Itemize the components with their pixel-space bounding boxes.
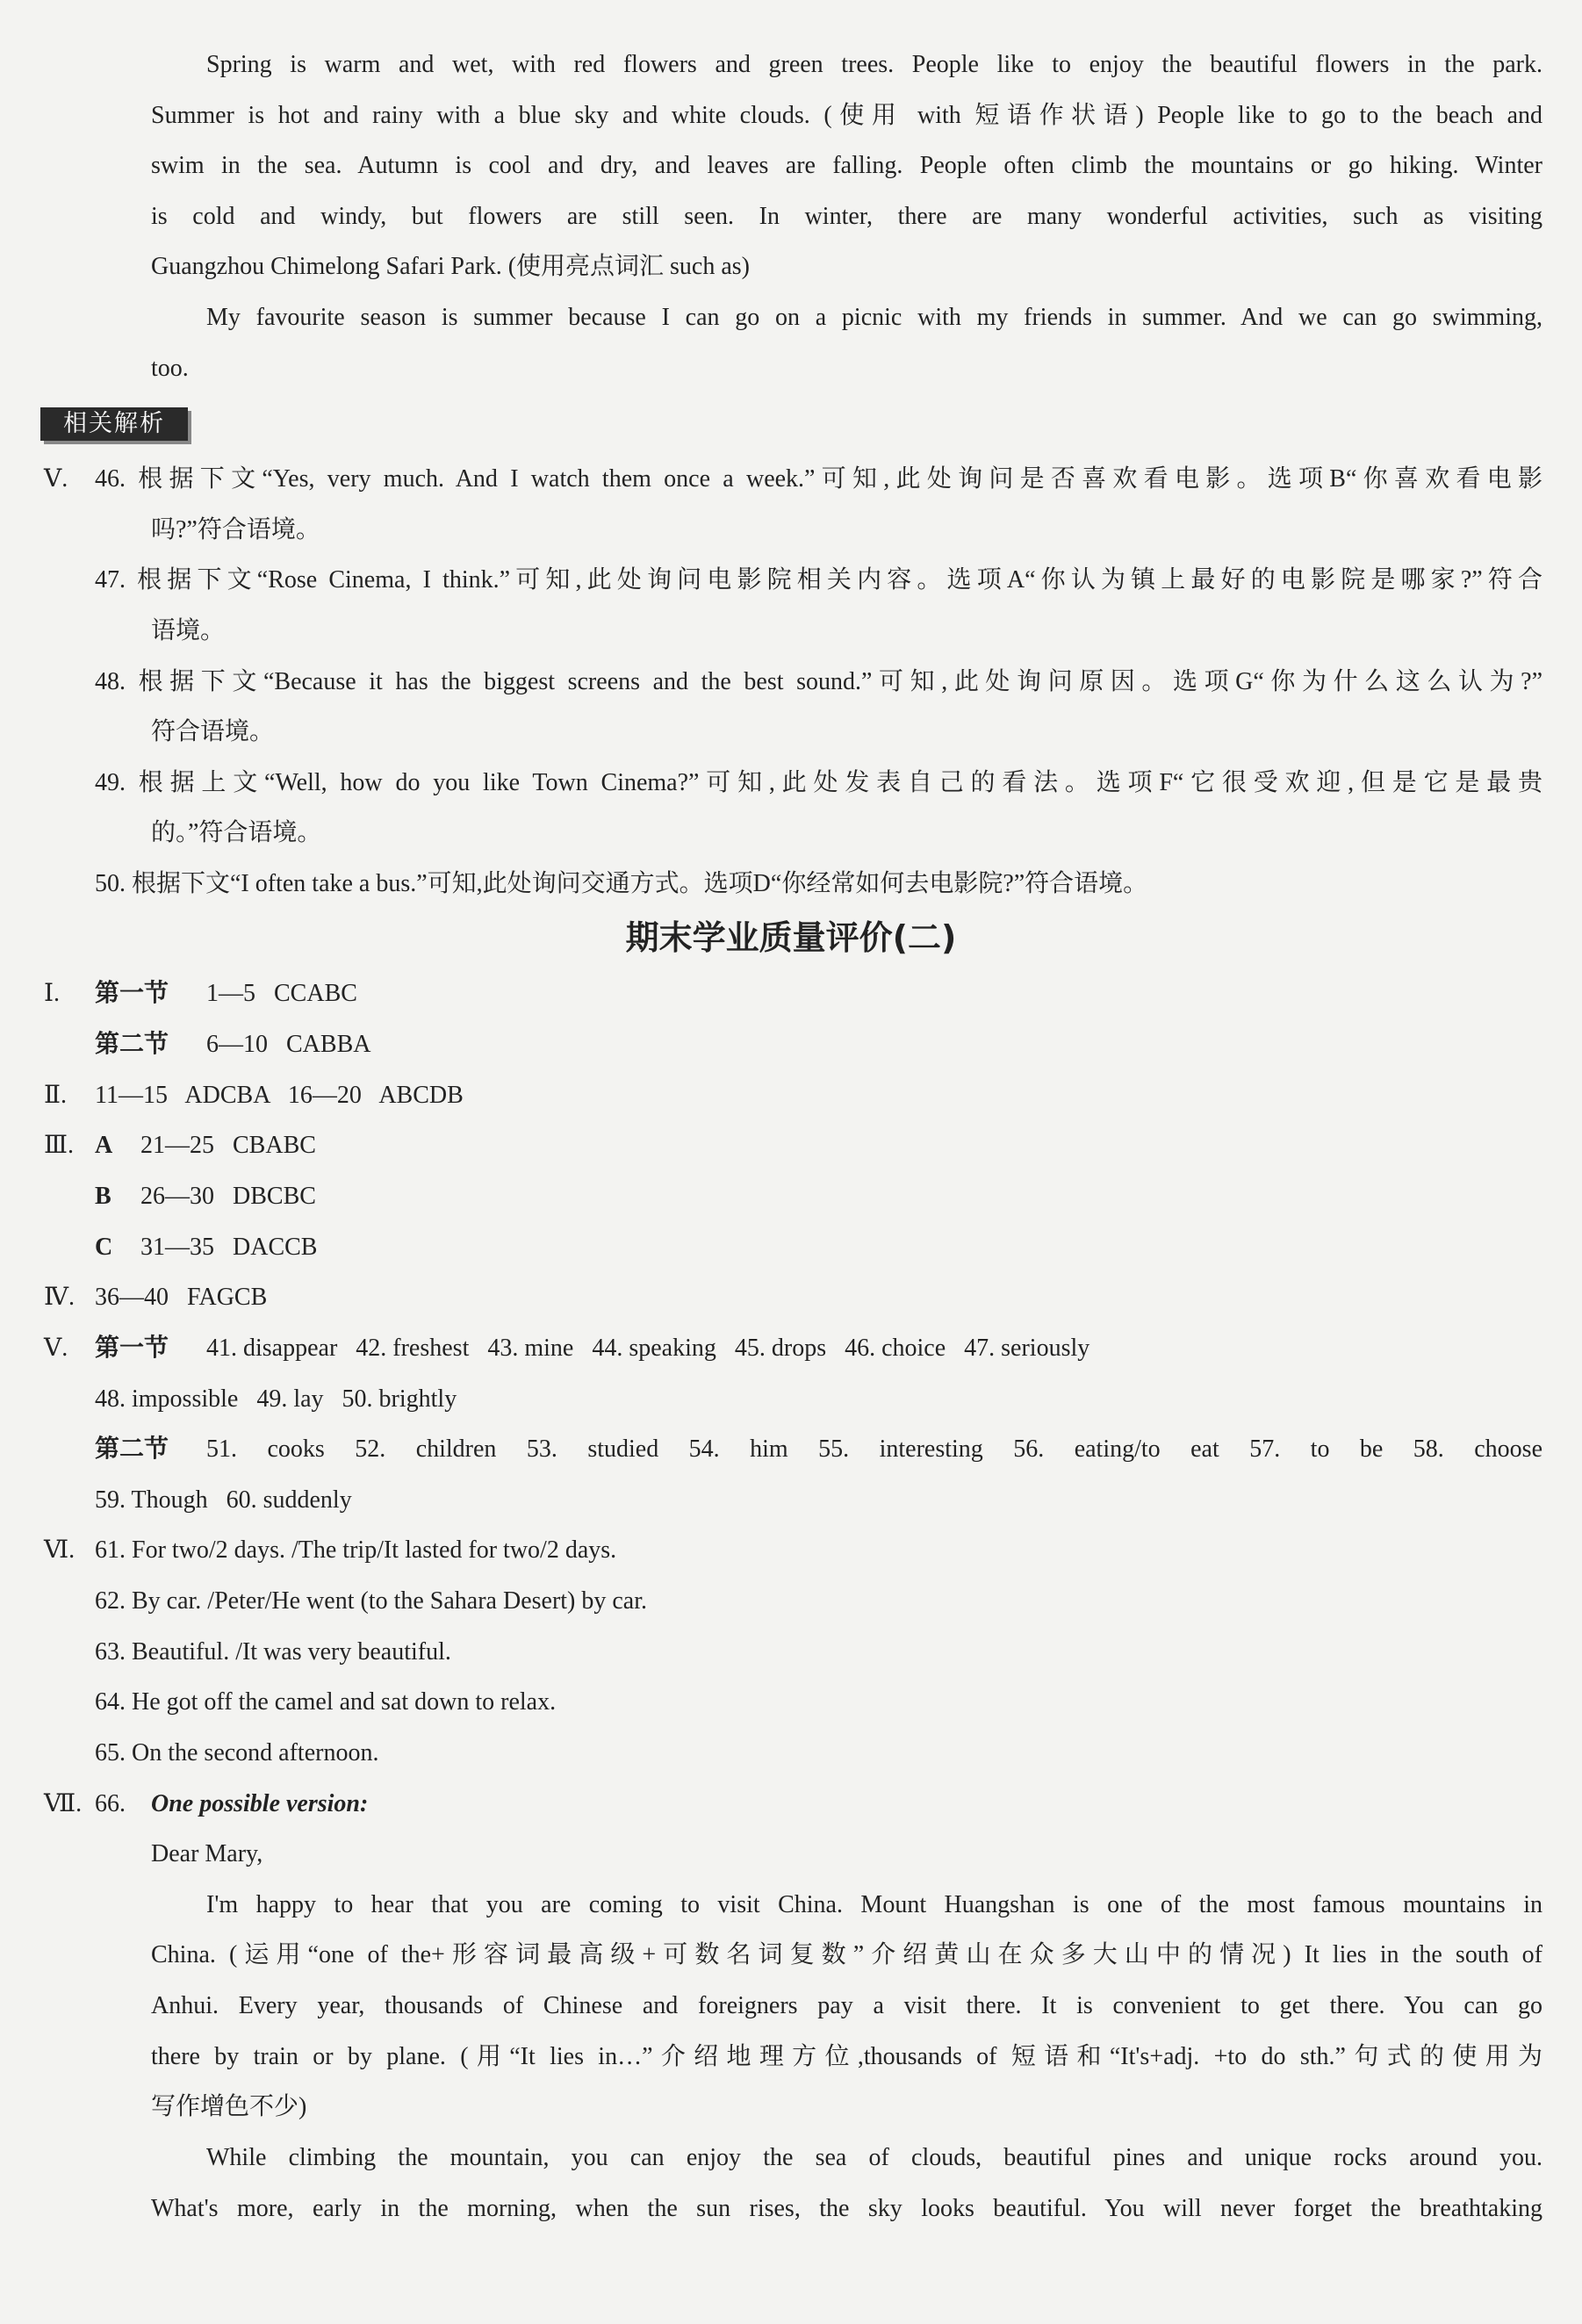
answer-line: 48. impossible 49. lay 50. brightly [95, 1385, 457, 1413]
analysis-item: 吗?”符合语境。 [151, 516, 320, 543]
answer-line: 21—25 CBABC [140, 1132, 316, 1159]
part-label: Ⅰ. [44, 980, 61, 1007]
essay-line: there by train or by plane. (用“It lies in…”介绍地理方位,thousands of 短语和“It's+adj. +to do sth.”句式的使用为 [151, 2043, 1542, 2070]
essay-line: While climbing the mountain, you can enjoy the sea of clouds, beautiful pines and unique rocks around you. [206, 2144, 1542, 2171]
analysis-item: 的。”符合语境。 [151, 819, 322, 846]
sub-section: 第二节 [95, 1435, 169, 1463]
answer-line: 61. For two/2 days. /The trip/It lasted for two/2 days. [95, 1536, 617, 1564]
essay-line: Summer is hot and rainy with a blue sky and white clouds. (使用 with 短语作状语) People like to go to the beach and [151, 102, 1542, 129]
essay-line: Anhui. Every year, thousands of Chinese and foreigners pay a visit there. It is convenient to get there. You can go [151, 1992, 1542, 2019]
answer-line: 62. By car. /Peter/He went (to the Sahara Desert) by car. [95, 1587, 648, 1615]
part-label: Ⅲ. [44, 1132, 75, 1159]
essay-line: too. [151, 355, 189, 382]
part-label: Ⅱ. [44, 1082, 68, 1109]
analysis-item: 符合语境。 [151, 718, 275, 745]
answer-line: 51. cooks 52. children 53. studied 54. him 55. interesting 56. eating/to eat 57. to be 58. choose [206, 1435, 1542, 1463]
essay-line: swim in the sea. Autumn is cool and dry, and leaves are falling. People often climb the mountains or go hiking. Winter [151, 152, 1542, 179]
version-label: One possible version: [151, 1790, 369, 1817]
answer-line: 41. disappear 42. freshest 43. mine 44. speaking 45. drops 46. choice 47. seriously [206, 1335, 1090, 1362]
essay-line: What's more, early in the morning, when the sun rises, the sky looks beautiful. You will never forget the breathtaking [151, 2195, 1542, 2222]
answer-line: 59. Though 60. suddenly [95, 1486, 352, 1514]
question-number: 66. [95, 1790, 126, 1817]
essay-line: is cold and windy, but flowers are still seen. In winter, there are many wonderful activities, such as visiting [151, 203, 1542, 230]
part-label: Ⅴ. [44, 1335, 68, 1362]
answer-line: 26—30 DBCBC [140, 1183, 316, 1210]
section-title: 期末学业质量评价(二) [625, 918, 957, 957]
essay-line: China. (运用“one of the+形容词最高级+可数名词复数”介绍黄山在众多大山中的情况) It lies in the south of [151, 1941, 1542, 1968]
essay-line: Guangzhou Chimelong Safari Park. (使用亮点词汇 such as) [151, 253, 750, 280]
passage-key: B [95, 1183, 111, 1210]
answer-line: 63. Beautiful. /It was very beautiful. [95, 1638, 451, 1666]
passage-key: C [95, 1234, 113, 1261]
essay-line: Spring is warm and wet, with red flowers and green trees. People like to enjoy the beautiful flowers in the park. [206, 51, 1542, 78]
part-label: Ⅶ. [44, 1790, 83, 1817]
answer-line: 36—40 FAGCB [95, 1284, 268, 1311]
essay-line: 写作增色不少) [151, 2093, 307, 2120]
analysis-item: 48. 根据下文“Because it has the biggest screens and the best sound.”可知,此处询问原因。选项G“你为什么这么认为?” [95, 668, 1542, 695]
analysis-item: 50. 根据下文“I often take a bus.”可知,此处询问交通方式。选项D“你经常如何去电影院?”符合语境。 [95, 870, 1148, 897]
answer-line: 64. He got off the camel and sat down to relax. [95, 1688, 557, 1716]
part-label: Ⅳ. [44, 1284, 75, 1311]
analysis-item: 49. 根据上文“Well, how do you like Town Cinema?”可知,此处发表自己的看法。选项F“它很受欢迎,但是它是最贵 [95, 769, 1542, 796]
answer-line: 31—35 DACCB [140, 1234, 318, 1261]
answer-line: 6—10 CABBA [206, 1031, 371, 1058]
analysis-tag: 相关解析 [40, 407, 188, 441]
sub-section: 第一节 [95, 1335, 169, 1362]
part-label: Ⅵ. [44, 1536, 76, 1564]
passage-key: A [95, 1132, 113, 1159]
answer-line: 1—5 CCABC [206, 980, 357, 1007]
answer-line: 65. On the second afternoon. [95, 1739, 379, 1766]
essay-greeting: Dear Mary, [151, 1840, 263, 1867]
analysis-item: 语境。 [151, 617, 226, 644]
sub-section: 第二节 [95, 1031, 169, 1058]
sub-section: 第一节 [95, 980, 169, 1007]
section-label: Ⅴ. [44, 465, 68, 493]
analysis-item: 46. 根据下文“Yes, very much. And I watch them once a week.”可知,此处询问是否喜欢看电影。选项B“你喜欢看电影 [95, 465, 1542, 493]
essay-line: I'm happy to hear that you are coming to visit China. Mount Huangshan is one of the most famous mountains in [206, 1891, 1542, 1918]
essay-line: My favourite season is summer because I can go on a picnic with my friends in summer. And we can go swimming, [206, 304, 1542, 331]
answer-line: 11—15 ADCBA 16—20 ABCDB [95, 1082, 464, 1109]
analysis-item: 47. 根据下文“Rose Cinema, I think.”可知,此处询问电影院相关内容。选项A“你认为镇上最好的电影院是哪家?”符合 [95, 566, 1542, 594]
